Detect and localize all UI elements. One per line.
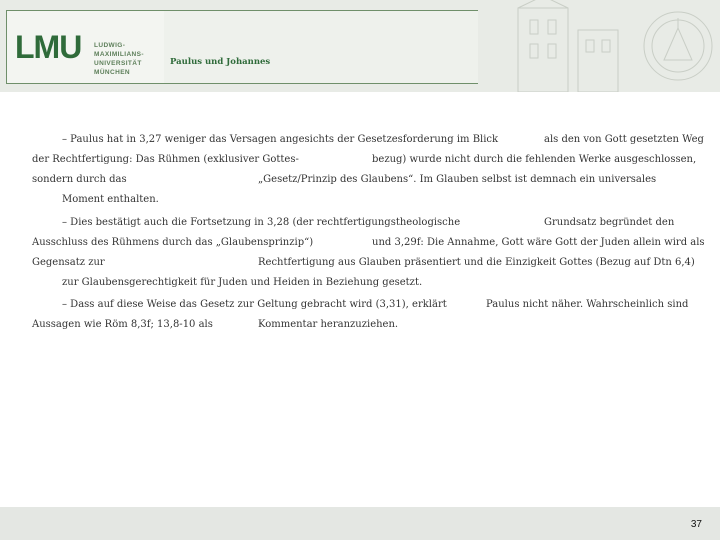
- body-text-line: – Dass auf diese Weise das Gesetz zur Geltung gebracht wird (3,31), erklärt: [62, 299, 447, 310]
- body-text-line: „Gesetz/Prinzip des Glaubens“. Im Glauben selbst ist demnach ein universales: [258, 174, 657, 185]
- logo-mark: LMU: [15, 29, 82, 65]
- university-name-line: UNIVERSITÄT: [94, 60, 142, 67]
- slide-title: Paulus und Johannes: [170, 57, 271, 67]
- university-building-watermark-icon: [478, 0, 720, 92]
- body-text-line: sondern durch das: [32, 174, 127, 185]
- body-text-line: Moment enthalten.: [62, 194, 159, 205]
- university-name-line: MAXIMILIANS-: [94, 51, 144, 58]
- body-text-line: – Paulus hat in 3,27 weniger das Versagen angesichts der Gesetzesforderung im Blick: [62, 134, 499, 145]
- slide-footer: [0, 507, 720, 540]
- lmu-logo: [6, 10, 90, 84]
- body-text-line: Aussagen wie Röm 8,3f; 13,8-10 als: [32, 319, 213, 330]
- body-text-line: bezug) wurde nicht durch die fehlenden Werke ausgeschlossen,: [372, 154, 697, 165]
- university-name-line: MÜNCHEN: [94, 69, 131, 76]
- body-text-line: – Dies bestätigt auch die Fortsetzung in 3,28 (der rechtfertigungstheologische: [62, 217, 461, 228]
- title-block: [164, 10, 479, 84]
- body-text-line: als den von Gott gesetzten Weg: [544, 134, 704, 145]
- body-text-line: Gegensatz zur: [32, 257, 105, 268]
- body-text-line: und 3,29f: Die Annahme, Gott wäre Gott der Juden allein wird als: [372, 237, 705, 248]
- university-name-line: LUDWIG-: [94, 42, 126, 49]
- page-number: 37: [690, 519, 702, 530]
- body-text-line: der Rechtfertigung: Das Rühmen (exklusiver Gottes-: [32, 154, 299, 165]
- body-text-line: Kommentar heranzuziehen.: [258, 319, 399, 330]
- body-text-line: Grundsatz begründet den: [544, 217, 675, 228]
- body-text-line: zur Glaubensgerechtigkeit für Juden und Heiden in Beziehung gesetzt.: [62, 277, 423, 288]
- body-text-line: Paulus nicht näher. Wahrscheinlich sind: [486, 299, 689, 310]
- body-text-line: Rechtfertigung aus Glauben präsentiert und die Einzigkeit Gottes (Bezug auf Dtn 6,4): [258, 257, 695, 268]
- university-name-block: [88, 10, 165, 84]
- body-text-line: Ausschluss des Rühmens durch das „Glaubensprinzip“): [32, 237, 314, 248]
- slide-header: [0, 0, 720, 92]
